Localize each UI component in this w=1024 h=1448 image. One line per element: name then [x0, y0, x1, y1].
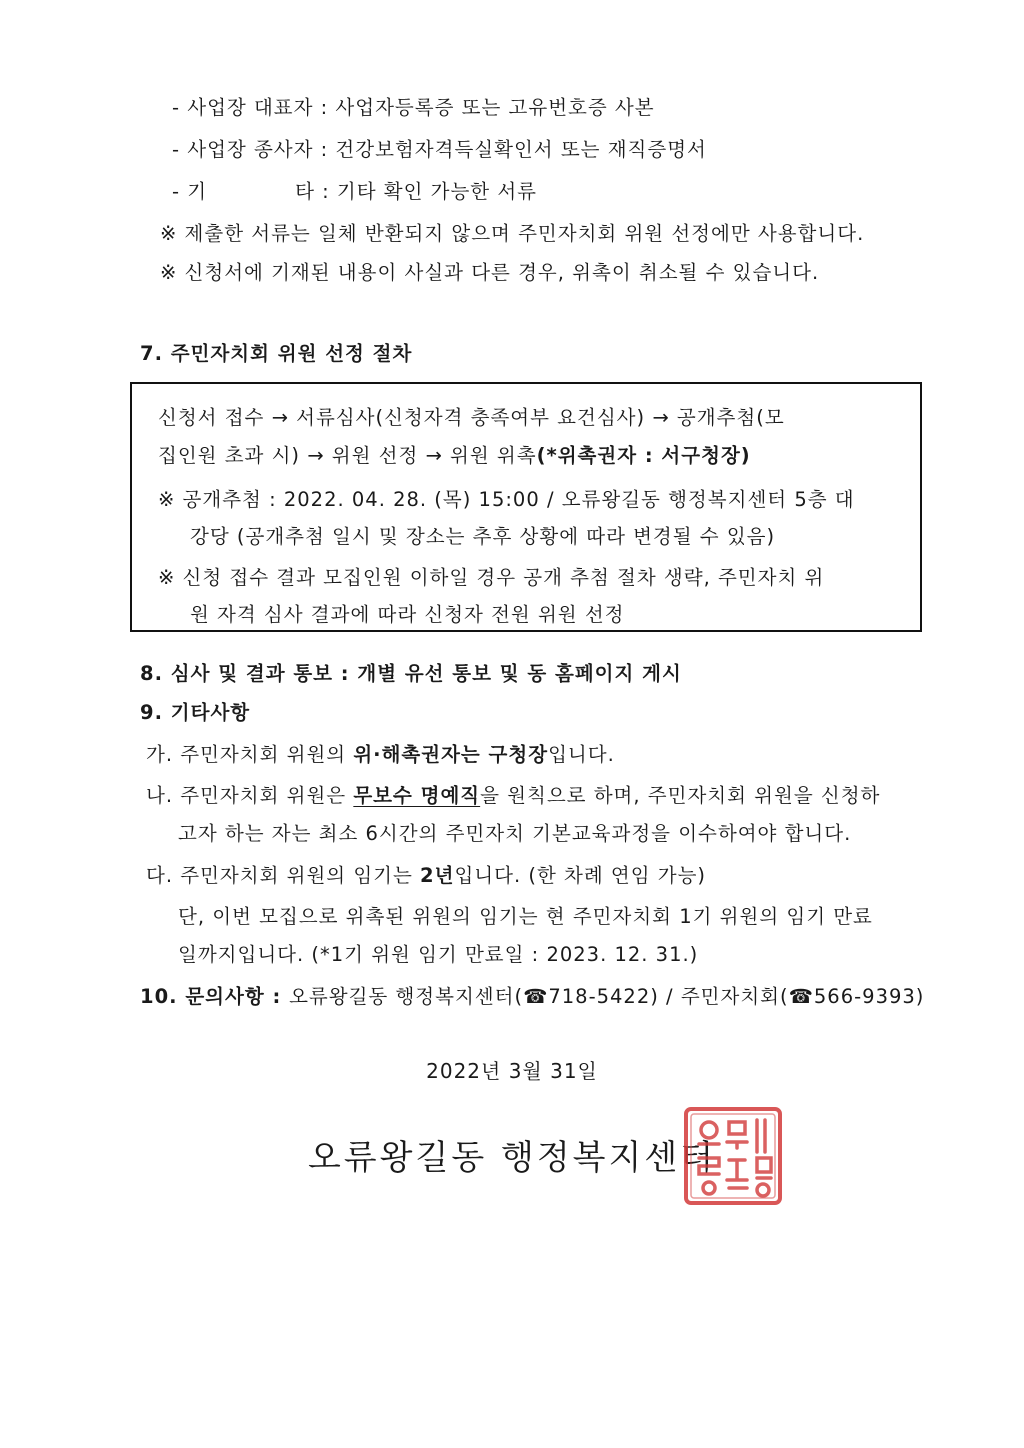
doc-item-other	[172, 176, 537, 204]
item-na-text: 나. 주민자치회 위원은	[146, 784, 354, 807]
doc-note-no-return: ※ 제출한 서류는 일체 반환되지 않으며 주민자치회 위원 선정에만 사용합니다.	[160, 222, 865, 245]
doc-item-employee: - 사업장 종사자 : 건강보험자격득실확인서 또는 재직증명서	[172, 138, 707, 161]
procedure-line-1: 신청서 접수 → 서류심사(신청자격 충족여부 요건심사) → 공개추첨(모	[158, 406, 785, 429]
section-9-item-na	[146, 780, 880, 808]
section-8-notification: 8. 심사 및 결과 통보 : 개별 유선 통보 및 동 홈페이지 게시	[140, 662, 682, 685]
item-da-emphasis: 2년	[420, 864, 455, 887]
section-9-heading: 9. 기타사항	[140, 701, 251, 724]
item-ga-emphasis: 위·해촉권자는 구청장	[353, 743, 549, 766]
selection-procedure-box	[130, 382, 922, 632]
section-9-item-da-line-2: 단, 이번 모집으로 위촉된 위원의 임기는 현 주민자치회 1기 위원의 임기 만료	[178, 905, 873, 928]
item-ga-ending: 입니다.	[548, 743, 615, 766]
item-na-emphasis: 무보수 명예직	[353, 784, 481, 807]
doc-item-other-label: - 기	[172, 180, 208, 203]
doc-item-other-text: 타 : 기타 확인 가능한 서류	[295, 180, 538, 203]
section-9-item-ga	[146, 739, 615, 767]
issuer-name: 오류왕길동 행정복지센터	[307, 1138, 717, 1178]
procedure-line-2-text: 집인원 초과 시) → 위원 선정 → 위원 위촉	[158, 444, 537, 467]
section-10-inquiries	[140, 981, 924, 1009]
section-9-item-da-line-3: 일까지입니다. (*1기 위원 임기 만료일 : 2023. 12. 31.)	[178, 943, 699, 966]
section-7-heading: 7. 주민자치회 위원 선정 절차	[140, 342, 413, 365]
doc-note-cancellation: ※ 신청서에 기재된 내용이 사실과 다른 경우, 위촉이 취소될 수 있습니다.	[160, 261, 820, 284]
lottery-note-line-2: 강당 (공개추첨 일시 및 장소는 추후 상황에 따라 변경될 수 있음)	[190, 525, 776, 548]
official-seal-stamp	[681, 1104, 785, 1208]
skip-lottery-note-line-1: ※ 신청 접수 결과 모집인원 이하일 경우 공개 추첨 절차 생략, 주민자치 위	[158, 566, 825, 589]
inquiries-contacts: 오류왕길동 행정복지센터(☎718-5422) / 주민자치회(☎566-9393)	[289, 985, 925, 1008]
doc-item-representative: - 사업장 대표자 : 사업자등록증 또는 고유번호증 사본	[172, 96, 655, 119]
item-na-ending: 을 원칙으로 하며, 주민자치회 위원을 신청하	[480, 784, 881, 807]
lottery-note-line-1: ※ 공개추첨 : 2022. 04. 28. (목) 15:00 / 오류왕길동 행정복지센터 5층 대	[158, 488, 855, 511]
item-ga-text: 가. 주민자치회 위원의	[146, 743, 354, 766]
item-da-text: 다. 주민자치회 위원의 임기는	[146, 864, 421, 887]
commissioning-authority: (*위촉권자 : 서구청장)	[536, 444, 751, 467]
skip-lottery-note-line-2: 원 자격 심사 결과에 따라 신청자 전원 위원 선정	[190, 603, 625, 626]
document-date: 2022년 3월 31일	[426, 1059, 598, 1083]
item-da-ending: 입니다. (한 차례 연임 가능)	[454, 864, 707, 887]
section-9-item-na-line-2: 고자 하는 자는 최소 6시간의 주민자치 기본교육과정을 이수하여야 합니다.	[178, 822, 852, 845]
inquiries-label: 10. 문의사항 :	[140, 985, 290, 1008]
procedure-line-2	[158, 440, 751, 468]
section-9-item-da	[146, 860, 706, 888]
